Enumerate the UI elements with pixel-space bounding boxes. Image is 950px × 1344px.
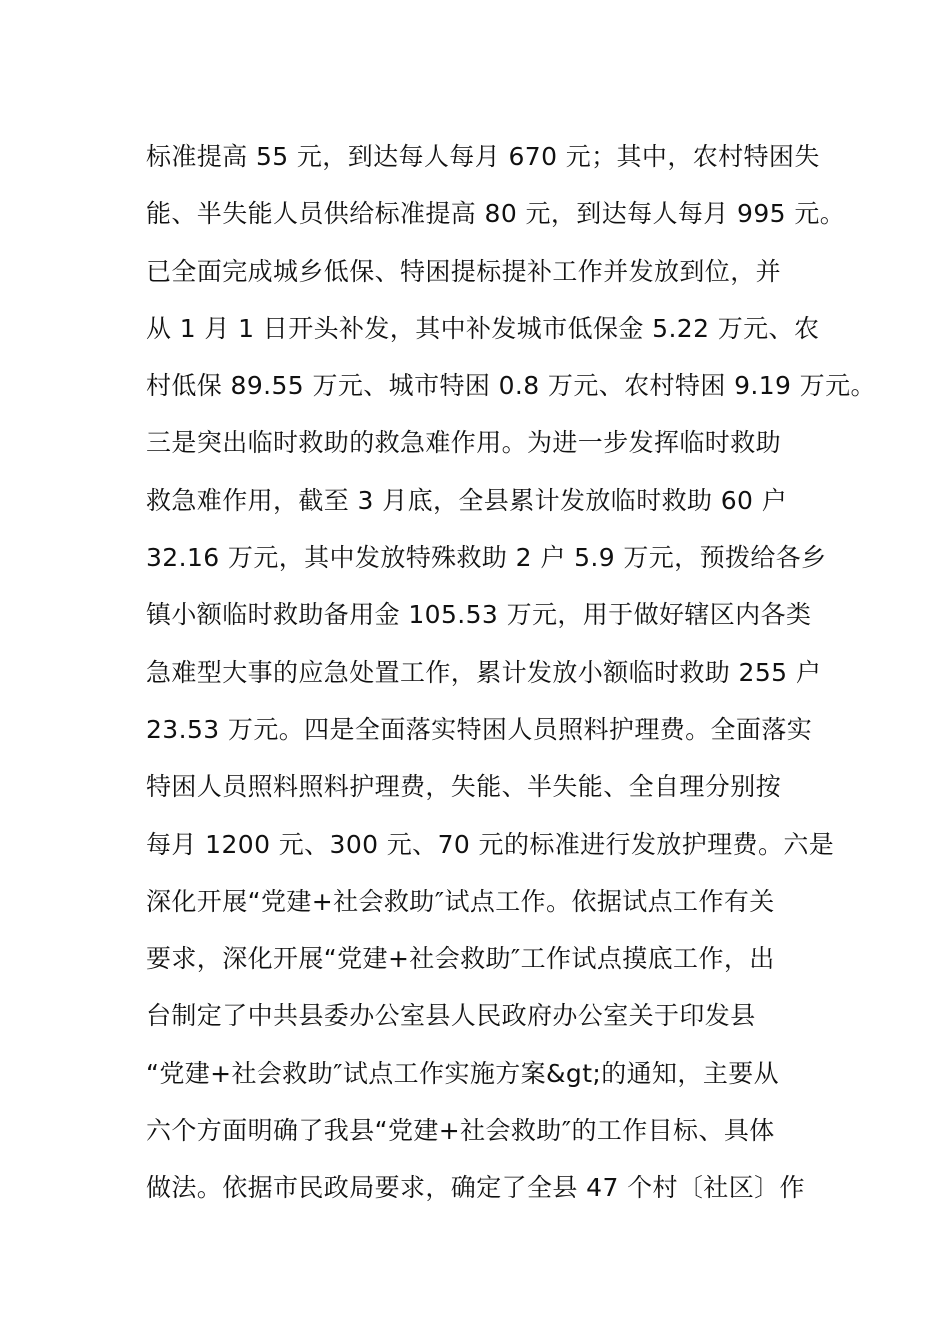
text-line: 每月 1200 元、300 元、70 元的标准进行发放护理费。六是 <box>146 829 835 859</box>
text-line: 已全面完成城乡低保、特困提标提补工作并发放到位，并 <box>146 256 782 286</box>
text-line: 台制定了中共县委办公室县人民政府办公室关于印发县 <box>146 1001 756 1031</box>
text-line: 标准提高 55 元，到达每人每月 670 元；其中，农村特困失 <box>146 142 820 171</box>
text-line: 特困人员照料照料护理费，失能、半失能、全自理分别按 <box>146 772 782 802</box>
text-line: 32.16 万元，其中发放特殊救助 2 户 5.9 万元，预拨给各乡 <box>146 543 827 573</box>
text-line: 深化开展“党建+社会救助″试点工作。依据试点工作有关 <box>146 886 775 916</box>
text-line: 从 1 月 1 日开头补发，其中补发城市低保金 5.22 万元、农 <box>146 313 820 343</box>
text-line: 急难型大事的应急处置工作，累计发放小额临时救助 255 户 <box>146 657 822 687</box>
text-line: 镇小额临时救助备用金 105.53 万元，用于做好辖区内各类 <box>146 600 812 630</box>
text-line: 能、半失能人员供给标准提高 80 元，到达每人每月 995 元。 <box>146 199 846 229</box>
text-line: 23.53 万元。四是全面落实特困人员照料护理费。全面落实 <box>146 714 813 744</box>
body-text <box>146 128 876 1217</box>
text-line: 六个方面明确了我县“党建+社会救助″的工作目标、具体 <box>146 1116 775 1146</box>
text-line: 要求，深化开展“党建+社会救助″工作试点摸底工作，出 <box>146 944 775 974</box>
text-line: 救急难作用，截至 3 月底，全县累计发放临时救助 60 户 <box>146 485 788 515</box>
text-line: 村低保 89.55 万元、城市特困 0.8 万元、农村特困 9.19 万元。 <box>146 371 876 401</box>
text-line: “党建+社会救助″试点工作实施方案&gt;的通知，主要从 <box>146 1058 780 1088</box>
text-line: 三是突出临时救助的救急难作用。为进一步发挥临时救助 <box>146 428 782 458</box>
text-line: 做法。依据市民政局要求，确定了全县 47 个村〔社区〕作 <box>146 1173 805 1203</box>
